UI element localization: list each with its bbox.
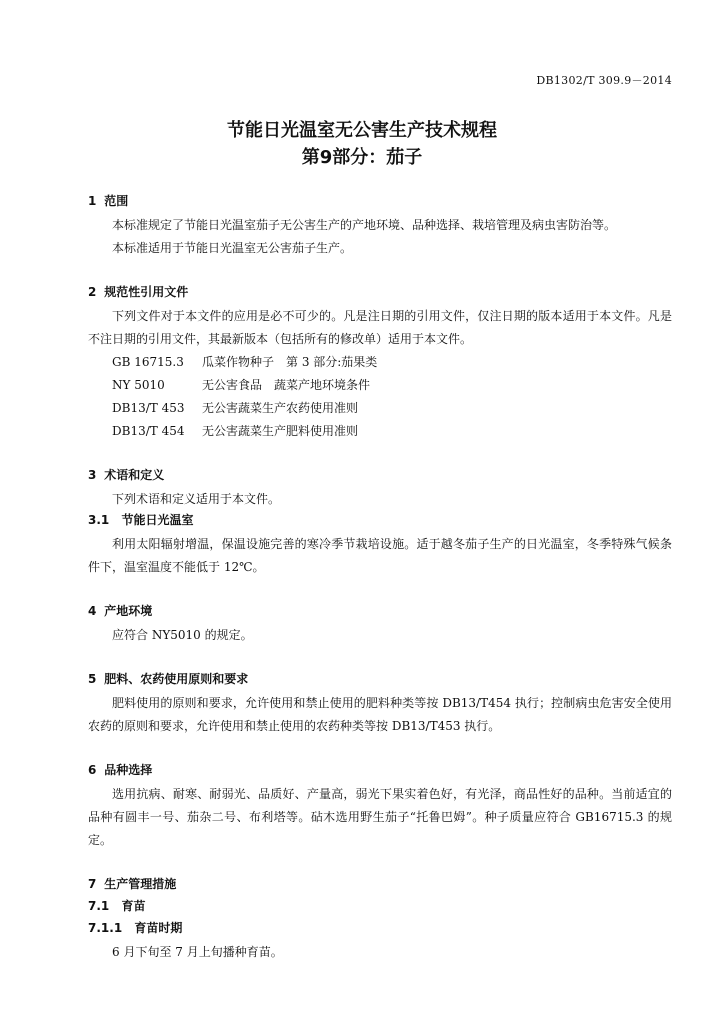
paragraph: 选用抗病、耐寒、耐弱光、品质好、产量高，弱光下果实着色好，有光泽，商品性好的品种。当前适宜的品种有圆丰一号、茄杂二号、布利塔等。砧木选用野生茄子“托鲁巴姆”。种子质量应符合 GB16715.3 的规定。 bbox=[88, 787, 672, 847]
reference-item bbox=[88, 351, 672, 374]
section-title: 肥料、农药使用原则和要求 bbox=[104, 672, 249, 686]
section-title: 品种选择 bbox=[104, 763, 153, 777]
section-heading-4 bbox=[88, 602, 672, 620]
subsection-number: 7.1 bbox=[88, 899, 110, 913]
section-heading-3 bbox=[88, 466, 672, 484]
section-heading-5 bbox=[88, 670, 672, 688]
paragraph: 本标准适用于节能日光温室无公害茄子生产。 bbox=[112, 241, 353, 255]
paragraph: 下列术语和定义适用于本文件。 bbox=[112, 492, 281, 506]
reference-item bbox=[88, 397, 672, 420]
reference-item bbox=[88, 374, 672, 397]
section-number: 3 bbox=[88, 468, 97, 482]
paragraph: 利用太阳辐射增温，保温设施完善的寒冷季节栽培设施。适于越冬茄子生产的日光温室，冬季特殊气候条件下，温室温度不能低于 12℃。 bbox=[88, 537, 672, 574]
section-title: 术语和定义 bbox=[104, 468, 165, 482]
section-heading-2 bbox=[88, 283, 672, 301]
section-number: 4 bbox=[88, 604, 97, 618]
section-number: 5 bbox=[88, 672, 97, 686]
paragraph: 应符合 NY5010 的规定。 bbox=[112, 628, 253, 642]
section-title: 生产管理措施 bbox=[104, 877, 177, 891]
section-number: 7 bbox=[88, 877, 97, 891]
document-title: 节能日光温室无公害生产技术规程 bbox=[227, 120, 497, 141]
subsection-title: 育苗 bbox=[121, 899, 146, 913]
standard-code: DB1302/T 309.9－2014 bbox=[536, 74, 672, 87]
section-title: 规范性引用文件 bbox=[104, 285, 189, 299]
section-title: 范围 bbox=[104, 194, 129, 208]
document-subtitle: 第9部分：茄子 bbox=[301, 147, 423, 168]
reference-code: GB 16715.3 bbox=[112, 355, 184, 369]
reference-title: 无公害蔬菜生产农药使用准则 bbox=[202, 401, 359, 415]
paragraph: 6 月下旬至 7 月上旬播种育苗。 bbox=[112, 945, 283, 959]
subsection-title: 育苗时期 bbox=[134, 921, 183, 935]
subsection-number: 7.1.1 bbox=[88, 921, 123, 935]
section-number: 2 bbox=[88, 285, 97, 299]
subsection-heading-3-1 bbox=[88, 511, 672, 529]
reference-item bbox=[88, 420, 672, 443]
paragraph: 肥料使用的原则和要求，允许使用和禁止使用的肥料种类等按 DB13/T454 执行；控制病虫危害安全使用农药的原则和要求，允许使用和禁止使用的农药种类等按 DB13/T453 执行。 bbox=[88, 696, 672, 733]
reference-code: NY 5010 bbox=[112, 378, 165, 392]
reference-title: 无公害蔬菜生产肥料使用准则 bbox=[202, 424, 359, 438]
paragraph: 下列文件对于本文件的应用是必不可少的。凡是注日期的引用文件，仅注日期的版本适用于本文件。凡是不注日期的引用文件，其最新版本（包括所有的修改单）适用于本文件。 bbox=[88, 309, 672, 346]
section-heading-1 bbox=[88, 192, 672, 210]
subsection-heading-7-1-1 bbox=[88, 919, 672, 937]
section-heading-6 bbox=[88, 761, 672, 779]
subsection-heading-7-1 bbox=[88, 897, 672, 915]
document-body bbox=[88, 192, 672, 964]
paragraph: 本标准规定了节能日光温室茄子无公害生产的产地环境、品种选择、栽培管理及病虫害防治等。 bbox=[112, 218, 617, 232]
reference-code: DB13/T 453 bbox=[112, 401, 185, 415]
section-heading-7 bbox=[88, 875, 672, 893]
subsection-title: 节能日光温室 bbox=[121, 513, 194, 527]
section-number: 6 bbox=[88, 763, 97, 777]
section-title: 产地环境 bbox=[104, 604, 153, 618]
reference-title: 瓜菜作物种子 第 3 部分:茄果类 bbox=[202, 355, 378, 369]
reference-code: DB13/T 454 bbox=[112, 424, 185, 438]
subsection-number: 3.1 bbox=[88, 513, 110, 527]
reference-title: 无公害食品 蔬菜产地环境条件 bbox=[202, 378, 371, 392]
section-number: 1 bbox=[88, 194, 97, 208]
